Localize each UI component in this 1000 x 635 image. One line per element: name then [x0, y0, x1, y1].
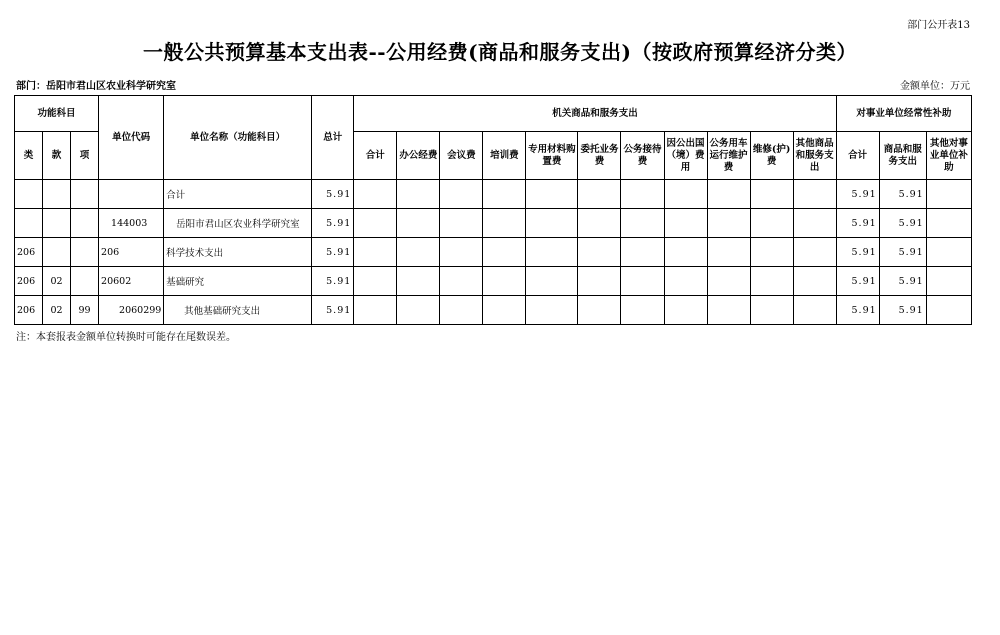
header-xiang: 项	[71, 132, 99, 180]
cell-total: 5.91	[312, 209, 354, 238]
cell-empty	[397, 209, 440, 238]
cell-xiang	[71, 267, 99, 296]
cell-empty	[440, 267, 483, 296]
cell-empty	[354, 209, 397, 238]
header-commission-expense: 委托业务费	[578, 132, 621, 180]
header-unit-code: 单位代码	[99, 96, 164, 180]
header-func-subject: 功能科目	[15, 96, 99, 132]
cell-inst-goods: 5.91	[879, 296, 926, 325]
header-inst-total: 合计	[836, 132, 879, 180]
cell-empty	[578, 267, 621, 296]
cell-empty	[621, 180, 664, 209]
report-number-label: 部门公开表13	[907, 20, 970, 31]
cell-kuan	[43, 238, 71, 267]
header-other-goods-expense: 其他商品和服务支出	[793, 132, 836, 180]
cell-lei	[15, 180, 43, 209]
cell-code	[99, 180, 164, 209]
header-kuan: 款	[43, 132, 71, 180]
cell-code: 206	[99, 238, 164, 267]
page-title: 一般公共预算基本支出表--公用经费(商品和服务支出)（按政府预算经济分类）	[142, 40, 858, 64]
cell-empty	[354, 296, 397, 325]
cell-empty	[397, 267, 440, 296]
cell-empty	[707, 267, 750, 296]
cell-empty	[621, 267, 664, 296]
cell-code: 144003	[99, 209, 164, 238]
cell-empty	[483, 296, 526, 325]
cell-total: 5.91	[312, 180, 354, 209]
table-row	[15, 296, 972, 325]
unit-label: 金额单位：万元	[900, 81, 970, 92]
cell-empty	[926, 238, 971, 267]
cell-empty	[526, 209, 578, 238]
cell-empty	[483, 267, 526, 296]
cell-empty	[926, 296, 971, 325]
cell-empty	[526, 238, 578, 267]
cell-empty	[707, 296, 750, 325]
cell-lei: 206	[15, 267, 43, 296]
cell-lei	[15, 209, 43, 238]
cell-inst-total: 5.91	[836, 180, 879, 209]
cell-inst-goods: 5.91	[879, 180, 926, 209]
cell-empty	[483, 238, 526, 267]
cell-empty	[664, 238, 707, 267]
cell-name: 其他基础研究支出	[164, 296, 312, 325]
cell-empty	[397, 180, 440, 209]
cell-empty	[926, 180, 971, 209]
cell-empty	[793, 238, 836, 267]
cell-empty	[483, 209, 526, 238]
cell-empty	[440, 180, 483, 209]
header-org-group: 机关商品和服务支出	[354, 96, 836, 132]
cell-kuan	[43, 209, 71, 238]
cell-empty	[354, 180, 397, 209]
cell-empty	[578, 209, 621, 238]
table-row	[15, 267, 972, 296]
cell-empty	[526, 267, 578, 296]
header-office-expense: 办公经费	[397, 132, 440, 180]
header-inst-group: 对事业单位经常性补助	[836, 96, 971, 132]
header-inst-goods: 商品和服务支出	[879, 132, 926, 180]
cell-total: 5.91	[312, 238, 354, 267]
cell-empty	[707, 180, 750, 209]
header-material-expense: 专用材料购置费	[526, 132, 578, 180]
cell-code: 20602	[99, 267, 164, 296]
header-meeting-expense: 会议费	[440, 132, 483, 180]
cell-empty	[526, 180, 578, 209]
cell-empty	[664, 180, 707, 209]
cell-empty	[578, 296, 621, 325]
cell-empty	[750, 180, 793, 209]
cell-inst-total: 5.91	[836, 238, 879, 267]
cell-empty	[793, 296, 836, 325]
header-maintenance-expense: 维修(护)费	[750, 132, 793, 180]
cell-kuan: 02	[43, 267, 71, 296]
cell-empty	[793, 267, 836, 296]
header-lei: 类	[15, 132, 43, 180]
header-travel-abroad-expense: 因公出国（境）费用	[664, 132, 707, 180]
cell-empty	[750, 238, 793, 267]
cell-empty	[926, 267, 971, 296]
cell-name: 基础研究	[164, 267, 312, 296]
cell-empty	[707, 238, 750, 267]
cell-xiang: 99	[71, 296, 99, 325]
cell-code: 2060299	[99, 296, 164, 325]
cell-empty	[750, 296, 793, 325]
cell-empty	[483, 180, 526, 209]
header-total: 总计	[312, 96, 354, 180]
cell-empty	[664, 209, 707, 238]
cell-empty	[621, 296, 664, 325]
table-row	[15, 180, 972, 209]
cell-name: 合计	[164, 180, 312, 209]
cell-empty	[750, 267, 793, 296]
header-inst-other: 其他对事业单位补助	[926, 132, 971, 180]
cell-name: 科学技术支出	[164, 238, 312, 267]
cell-empty	[578, 238, 621, 267]
cell-lei: 206	[15, 296, 43, 325]
cell-empty	[526, 296, 578, 325]
cell-empty	[578, 180, 621, 209]
cell-empty	[440, 238, 483, 267]
cell-name: 岳阳市君山区农业科学研究室	[164, 209, 312, 238]
cell-empty	[793, 209, 836, 238]
cell-inst-goods: 5.91	[879, 209, 926, 238]
cell-total: 5.91	[312, 267, 354, 296]
cell-xiang	[71, 238, 99, 267]
cell-empty	[750, 209, 793, 238]
cell-empty	[440, 296, 483, 325]
cell-empty	[397, 296, 440, 325]
table-row	[15, 209, 972, 238]
header-org-total: 合计	[354, 132, 397, 180]
cell-empty	[354, 238, 397, 267]
cell-empty	[926, 209, 971, 238]
header-unit-name: 单位名称（功能科目）	[164, 96, 312, 180]
header-reception-expense: 公务接待费	[621, 132, 664, 180]
header-vehicle-expense: 公务用车运行维护费	[707, 132, 750, 180]
budget-table	[14, 95, 972, 325]
header-training-expense: 培训费	[483, 132, 526, 180]
cell-empty	[354, 267, 397, 296]
table-row	[15, 238, 972, 267]
cell-inst-goods: 5.91	[879, 267, 926, 296]
cell-lei: 206	[15, 238, 43, 267]
cell-kuan: 02	[43, 296, 71, 325]
cell-inst-goods: 5.91	[879, 238, 926, 267]
footnote: 注：本套报表金额单位转换时可能存在尾数误差。	[16, 332, 236, 343]
cell-empty	[664, 296, 707, 325]
cell-empty	[621, 238, 664, 267]
cell-inst-total: 5.91	[836, 209, 879, 238]
cell-kuan	[43, 180, 71, 209]
cell-empty	[793, 180, 836, 209]
cell-empty	[621, 209, 664, 238]
cell-inst-total: 5.91	[836, 296, 879, 325]
cell-empty	[707, 209, 750, 238]
cell-xiang	[71, 209, 99, 238]
cell-empty	[664, 267, 707, 296]
department-label: 部门：岳阳市君山区农业科学研究室	[16, 81, 176, 92]
cell-total: 5.91	[312, 296, 354, 325]
cell-inst-total: 5.91	[836, 267, 879, 296]
cell-empty	[397, 238, 440, 267]
cell-xiang	[71, 180, 99, 209]
cell-empty	[440, 209, 483, 238]
